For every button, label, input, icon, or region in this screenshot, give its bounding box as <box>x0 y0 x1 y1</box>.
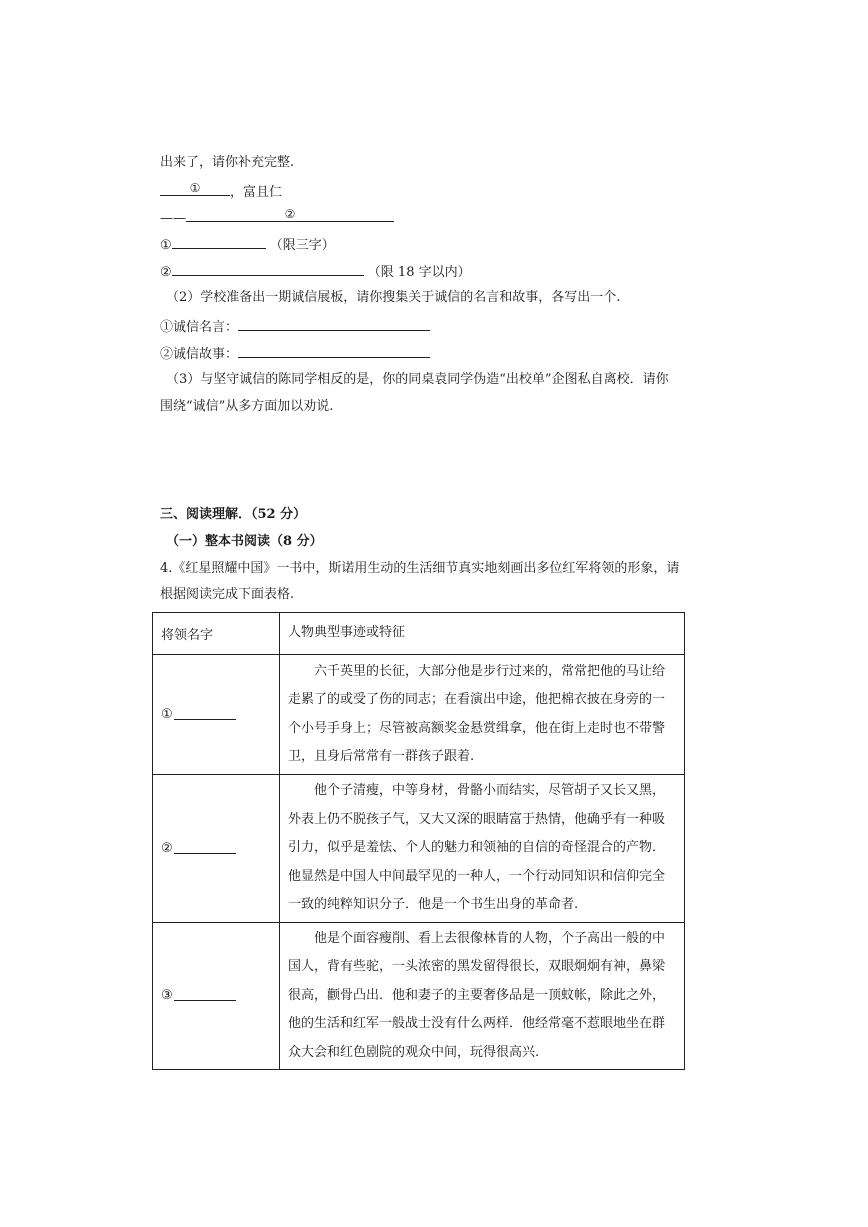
question-4-line-1: 4.《红星照耀中国》一书中，斯诺用生动的生活细节真实地刻画出多位红军将领的形象，请 <box>160 561 680 576</box>
generals-table <box>152 612 685 1070</box>
question-4-line-2: 根据阅读完成下面表格. <box>160 587 295 602</box>
blank-2[interactable] <box>186 208 394 222</box>
header-name: 将领名字 <box>153 613 280 655</box>
answer-2-line <box>160 262 471 282</box>
row-2-text: 他个子清瘦，中等身材，骨骼小而结实，尽管胡子又长又黑，外表上仍不脱孩子气，又大又深的眼睛富于热情，他确乎有一种吸引力，似乎是羞怯、个人的魅力和领袖的自信的奇怪混合的产物．他显然是中国人中间最罕见的一种人，一个行动同知识和信仰完全一致的纯粹知识分子．他是一个书生出身的革命者. <box>280 775 685 923</box>
story-label: ②诚信故事： <box>160 347 239 362</box>
table-row <box>153 775 685 923</box>
intro-line-2 <box>160 182 282 202</box>
answer-2-label: ② <box>160 265 172 280</box>
table-row <box>153 922 685 1070</box>
table-row <box>153 655 685 775</box>
answer-1-limit: （限三字） <box>269 238 335 253</box>
row-3-blank[interactable] <box>174 990 236 1001</box>
row-1-blank[interactable] <box>174 709 236 720</box>
blank-1[interactable] <box>160 182 230 196</box>
section-title: 三、阅读理解．（52 分） <box>160 507 307 522</box>
quote-blank[interactable] <box>238 317 430 331</box>
row-2-name-cell[interactable] <box>153 775 280 923</box>
question-2: （2）学校准备出一期诚信展板，请你搜集关于诚信的名言和故事，各写出一个. <box>166 290 621 305</box>
question-3-line-2: 围绕“诚信”从多方面加以劝说. <box>160 399 334 414</box>
row-1-label: ① <box>161 707 173 722</box>
quote-label: ①诚信名言： <box>160 320 239 335</box>
row-1-name-cell[interactable] <box>153 655 280 775</box>
blank-2-marker: ② <box>284 207 296 221</box>
story-line <box>160 344 430 364</box>
dash: —— <box>160 211 186 226</box>
row-2-label: ② <box>161 840 173 856</box>
row-3-text: 他是个面容瘦削、看上去很像林肯的人物，个子高出一般的中国人，背有些驼，一头浓密的黑发留得很长，双眼炯炯有神，鼻梁很高，颧骨凸出．他和妻子的主要奢侈品是一顶蚊帐，除此之外，他的生活和红军一般战士没有什么两样．他经常毫不惹眼地坐在群众大会和红色剧院的观众中间，玩得很高兴. <box>280 922 685 1070</box>
answer-2-blank[interactable] <box>172 262 364 276</box>
story-blank[interactable] <box>238 344 430 358</box>
blank-1-marker: ① <box>189 181 201 195</box>
question-3-line-1: （3）与坚守诚信的陈同学相反的是，你的同桌袁同学伪造“出校单”企图私自离校．请你 <box>166 372 669 387</box>
row-3-label: ③ <box>161 988 173 1004</box>
answer-1-line <box>160 235 335 255</box>
header-deeds: 人物典型事迹或特征 <box>280 613 685 655</box>
line-2-suffix: ，富且仁 <box>230 185 283 200</box>
row-3-name-cell[interactable] <box>153 922 280 1070</box>
intro-line-3 <box>160 208 394 228</box>
row-1-text: 六千英里的长征，大部分他是步行过来的，常常把他的马让给走累了的或受了伤的同志；在看演出中途，他把棉衣披在身旁的一个小号手身上；尽管被高额奖金悬赏缉拿，他在街上走时也不带警卫，且身后常常有一群孩子跟着. <box>280 655 685 775</box>
quote-line <box>160 317 430 337</box>
table-header-row <box>153 613 685 655</box>
section-subtitle: （一）整本书阅读（8 分） <box>166 534 323 549</box>
answer-1-blank[interactable] <box>172 235 266 249</box>
answer-2-limit: （限 18 字以内） <box>367 265 471 280</box>
intro-line-1: 出来了，请你补充完整. <box>160 155 295 170</box>
row-2-blank[interactable] <box>174 843 236 854</box>
answer-1-label: ① <box>160 238 172 253</box>
